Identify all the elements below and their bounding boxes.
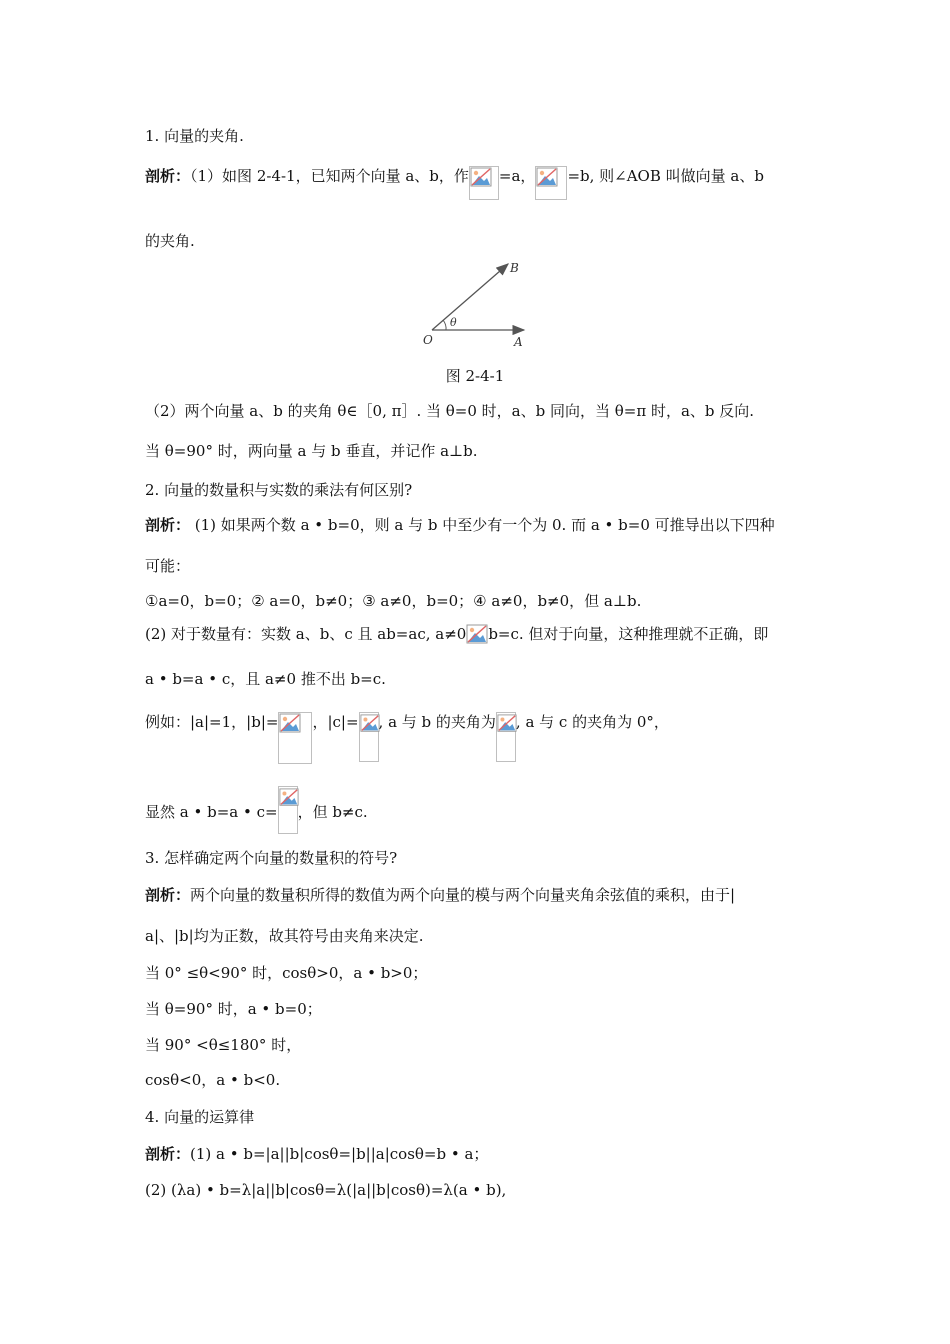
text-segment: =a， (498, 167, 536, 185)
dot-product-value-image (278, 786, 298, 834)
paragraph-cancellation (145, 624, 768, 646)
paragraph-dot-product-zero (145, 515, 775, 535)
point-b-label: B (510, 261, 519, 275)
implies-symbol-image (466, 624, 488, 646)
broken-image-icon (279, 787, 299, 809)
vector-oa-image (469, 166, 499, 200)
angle-diagram (418, 256, 538, 352)
text-segment: 两个向量的数量积所得的数值为两个向量的模与两个向量夹角余弦值的乘积，由于| (190, 886, 736, 904)
broken-image-icon (536, 167, 564, 189)
analysis-label: 剖析： (145, 167, 191, 185)
text-segment: 例如：|a|=1，|b|= (145, 713, 279, 731)
point-o-label: O (423, 333, 433, 347)
point-a-label: A (514, 335, 523, 349)
paragraph-perpendicular: 当 θ=90° 时，两向量 a 与 b 垂直，并记作 a⊥b. (145, 442, 478, 460)
broken-image-icon (360, 713, 380, 735)
angle-arc (443, 320, 446, 330)
paragraph-right-case: 当 θ=90° 时，a • b=0； (145, 1000, 322, 1018)
text-segment: ，|c|= (312, 713, 359, 731)
text-segment: , a 与 c 的夹角为 0°， (515, 713, 669, 731)
analysis-label: 剖析： (145, 886, 191, 904)
text-segment: b=c. 但对于向量，这种推理就不正确，即 (488, 625, 769, 643)
paragraph-continuation: 可能： (145, 557, 191, 575)
text-segment: (1) 如果两个数 a • b=0，则 a 与 b 中至少有一个为 0. 而 a • b=0 可推导出以下四种 (190, 516, 775, 534)
text-segment: (2) 对于数量有：实数 a、b、c 且 ab=ac, a≠0 (145, 625, 467, 643)
broken-image-icon (497, 713, 517, 735)
text-segment: (1) a • b=|a||b|cosθ=|b||a|cosθ=b • a； (190, 1145, 489, 1163)
paragraph-acute-case: 当 0° ≤θ<90° 时，cosθ>0，a • b>0； (145, 964, 428, 982)
paragraph-angle-range: （2）两个向量 a、b 的夹角 θ∈［0, π］. 当 θ=0 时，a、b 同向，当 θ=π 时，a、b 反向. (145, 402, 755, 420)
b-magnitude-image (278, 712, 312, 764)
c-magnitude-image (359, 712, 379, 762)
paragraph-example (145, 712, 669, 764)
paragraph-obtuse-case: 当 90° <θ≤180° 时， (145, 1036, 302, 1054)
text-segment: ，但 b≠c. (297, 803, 368, 821)
analysis-label: 剖析： (145, 516, 191, 534)
vector-ob-image (535, 166, 567, 200)
paragraph-commutative-law (145, 1144, 488, 1164)
section-heading-3: 3. 怎样确定两个向量的数量积的符号? (145, 849, 398, 867)
paragraph-angle-definition (145, 166, 764, 200)
section-heading-2: 2. 向量的数量积与实数的乘法有何区别? (145, 481, 413, 499)
text-segment: , a 与 b 的夹角为 (378, 713, 496, 731)
text-segment: 显然 a • b=a • c= (145, 803, 278, 821)
analysis-label: 剖析： (145, 1145, 191, 1163)
paragraph-continuation: a • b=a • c，且 a≠0 推不出 b=c. (145, 670, 386, 688)
text-segment: =b, 则∠AOB 叫做向量 a、b (567, 167, 764, 185)
paragraph-sign-analysis (145, 885, 735, 905)
figure-caption: 图 2-4-1 (445, 367, 505, 385)
paragraph-obtuse-result: cosθ<0，a • b<0. (145, 1071, 281, 1089)
paragraph-four-cases: ①a=0，b=0；② a=0，b≠0；③ a≠0，b=0；④ a≠0，b≠0，但 a⊥b. (145, 592, 642, 610)
paragraph-continuation: 的夹角. (145, 232, 195, 250)
broken-image-icon (279, 713, 301, 735)
broken-image-icon (466, 624, 488, 646)
paragraph-continuation: a|、|b|均为正数，故其符号由夹角来决定. (145, 927, 424, 945)
paragraph-example-result (145, 786, 368, 834)
theta-label: θ (450, 316, 457, 329)
paragraph-scalar-law: (2) (λa) • b=λ|a||b|cosθ=λ(|a||b|cosθ)=λ(a • b), (145, 1181, 507, 1199)
section-heading-4: 4. 向量的运算律 (145, 1108, 255, 1126)
section-heading-1: 1. 向量的夹角. (145, 127, 244, 145)
text-segment: （1）如图 2-4-1，已知两个向量 a、b，作 (190, 167, 469, 185)
broken-image-icon (470, 167, 498, 189)
angle-ab-image (496, 712, 516, 762)
